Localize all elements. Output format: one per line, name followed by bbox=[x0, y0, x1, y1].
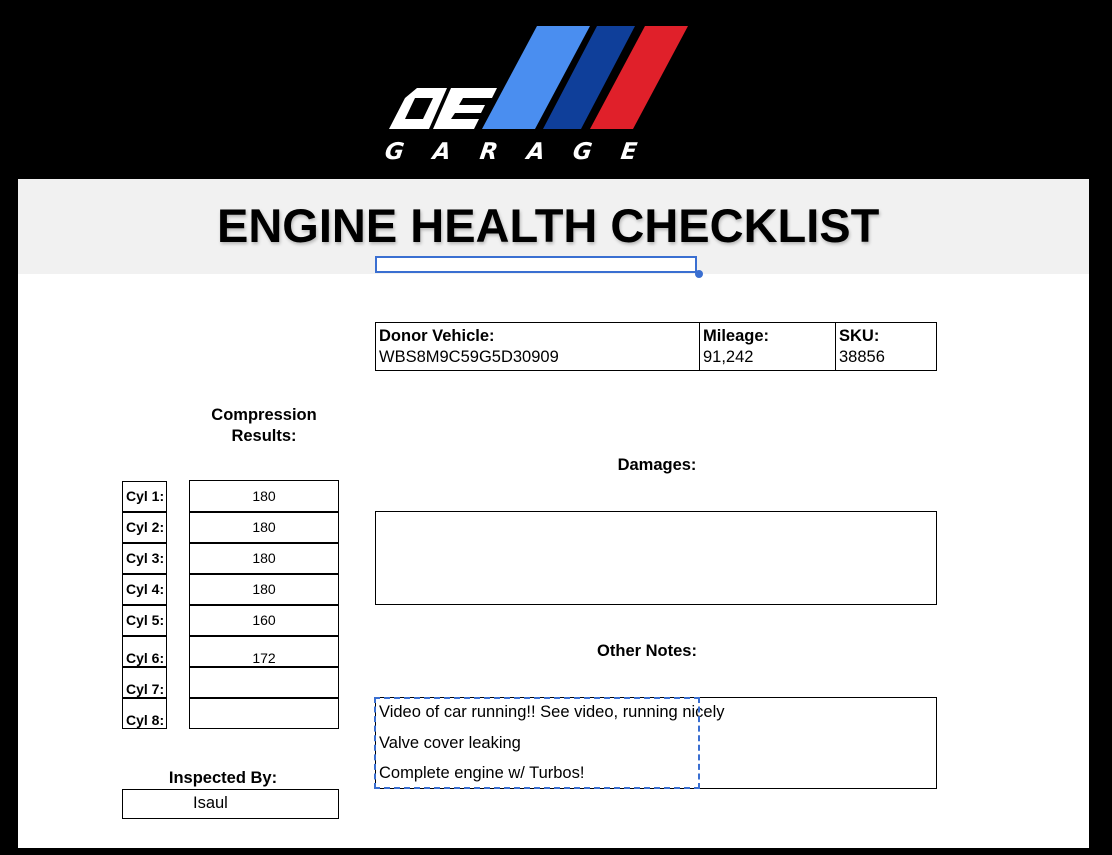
donor-vehicle-cell[interactable] bbox=[375, 322, 700, 371]
copy-selection-marquee bbox=[374, 697, 700, 789]
logo-letter: E bbox=[619, 139, 639, 165]
cylinder-label: Cyl 8: bbox=[122, 698, 167, 729]
selection-drag-handle[interactable] bbox=[695, 270, 703, 278]
inspected-by-heading: Inspected By: bbox=[168, 769, 278, 787]
inspected-by-value: Isaul bbox=[193, 794, 228, 812]
cylinder-value[interactable]: 180 bbox=[189, 574, 339, 605]
oe-garage-logo bbox=[385, 26, 695, 171]
compression-heading-line1: Compression bbox=[211, 406, 317, 424]
compression-heading bbox=[194, 405, 334, 447]
sku-cell[interactable] bbox=[835, 322, 937, 371]
cylinder-label: Cyl 1: bbox=[122, 481, 167, 512]
mileage-cell[interactable] bbox=[699, 322, 836, 371]
logo-letter: G bbox=[571, 139, 595, 165]
cylinder-label: Cyl 3: bbox=[122, 543, 167, 574]
cylinder-value[interactable]: 180 bbox=[189, 543, 339, 574]
logo-oe-mark bbox=[389, 88, 497, 129]
donor-vehicle-value: WBS8M9C59G5D30909 bbox=[379, 348, 559, 366]
inspected-by-box[interactable] bbox=[122, 789, 339, 819]
cylinder-label: Cyl 5: bbox=[122, 605, 167, 636]
logo-letter: R bbox=[477, 139, 500, 165]
cylinder-value[interactable]: 180 bbox=[189, 512, 339, 543]
selected-cell[interactable] bbox=[375, 256, 697, 273]
cylinder-value[interactable]: 172 bbox=[189, 636, 339, 667]
cylinder-label: Cyl 6: bbox=[122, 636, 167, 667]
logo-garage-text bbox=[385, 139, 637, 165]
logo-graphic bbox=[385, 26, 695, 136]
other-notes-heading: Other Notes: bbox=[597, 642, 697, 660]
note-line: Complete engine w/ Turbos! bbox=[379, 764, 585, 782]
damages-heading: Damages: bbox=[617, 456, 697, 474]
checklist-sheet bbox=[18, 179, 1089, 848]
cylinder-value[interactable] bbox=[189, 698, 339, 729]
cylinder-value[interactable]: 180 bbox=[189, 480, 339, 512]
note-line: Valve cover leaking bbox=[379, 734, 521, 752]
compression-heading-line2: Results: bbox=[231, 427, 297, 445]
cylinder-label: Cyl 4: bbox=[122, 574, 167, 605]
sku-value: 38856 bbox=[839, 348, 885, 366]
note-line: Video of car running!! See video, running nicely bbox=[379, 703, 725, 721]
sku-label: SKU: bbox=[839, 327, 880, 345]
damages-box[interactable] bbox=[375, 511, 937, 605]
mileage-value: 91,242 bbox=[703, 348, 754, 366]
logo-letter: G bbox=[383, 139, 406, 165]
logo-letter: A bbox=[524, 139, 547, 165]
page-title: ENGINE HEALTH CHECKLIST bbox=[217, 199, 880, 252]
cylinder-label: Cyl 7: bbox=[122, 667, 167, 698]
cylinder-value[interactable]: 160 bbox=[189, 605, 339, 636]
cylinder-value[interactable] bbox=[189, 667, 339, 698]
donor-vehicle-label: Donor Vehicle: bbox=[379, 327, 495, 345]
cylinder-label: Cyl 2: bbox=[122, 512, 167, 543]
logo-letter: A bbox=[431, 139, 453, 165]
mileage-label: Mileage: bbox=[703, 327, 770, 345]
